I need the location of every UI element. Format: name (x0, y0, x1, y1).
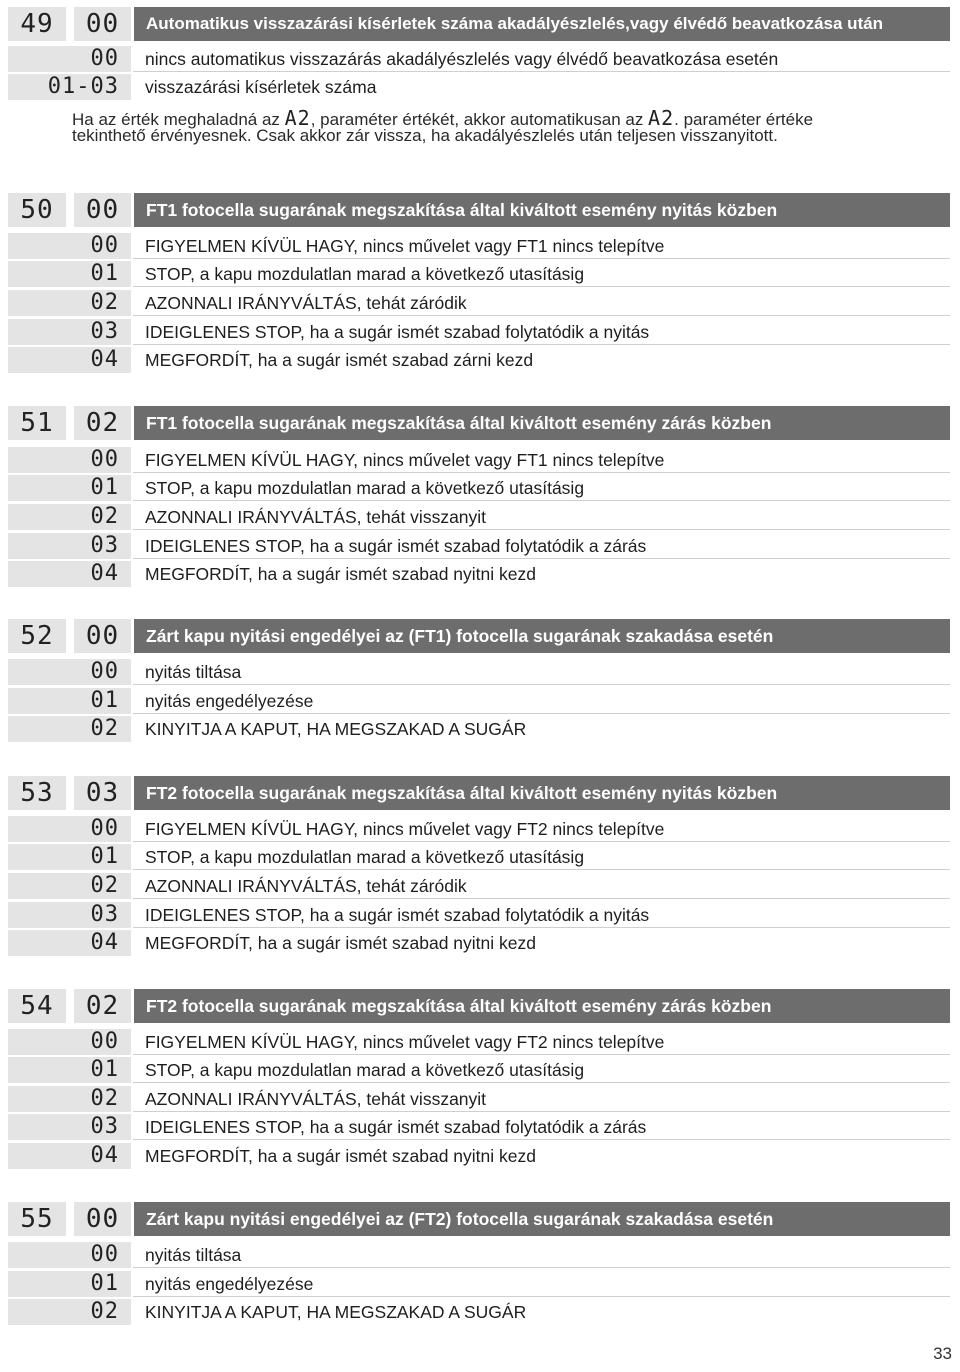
option-row (0, 46, 960, 72)
page-number: 33 (933, 1344, 952, 1363)
option-row (0, 290, 960, 316)
param-51-header (0, 404, 960, 442)
note-text: Ha az érték meghaladná az (72, 110, 285, 129)
note-text: tekinthető érvényesnek. Csak akkor zár vissza, ha akadályészlelés után teljesen visszanyitott. (72, 126, 778, 145)
option-row (0, 1143, 960, 1169)
param-52-header (0, 617, 960, 655)
param-55-header (0, 1200, 960, 1238)
row-divider (133, 1267, 950, 1268)
option-code-box (8, 319, 131, 345)
param-title: Zárt kapu nyitási engedélyei az (FT1) fotocella sugarának szakadása esetén (134, 619, 950, 653)
row-divider (133, 558, 950, 559)
option-text: visszazárási kísérletek száma (145, 77, 377, 97)
option-row (0, 873, 960, 899)
option-code-box (8, 659, 131, 685)
option-code: 00 (90, 46, 119, 71)
option-code: 01-03 (47, 74, 119, 99)
option-code-box (8, 1143, 131, 1169)
option-text: AZONNALI IRÁNYVÁLTÁS, tehát záródik (145, 876, 467, 896)
row-divider (133, 684, 950, 685)
param-title: FT1 fotocella sugarának megszakítása által kiváltott esemény zárás közben (134, 406, 950, 440)
option-code: 03 (90, 533, 119, 558)
row-divider (133, 898, 950, 899)
row-divider (133, 500, 950, 501)
param-title: Automatikus visszazárási kísérletek száma akadályészlelés,vagy élvédő beavatkozása után (134, 7, 950, 41)
option-code: 02 (90, 716, 119, 741)
default-value-box (74, 619, 131, 653)
default-value: 02 (85, 991, 120, 1021)
option-row (0, 447, 960, 473)
option-row (0, 930, 960, 956)
option-code: 04 (90, 347, 119, 372)
option-row (0, 1271, 960, 1297)
option-code-box (8, 1271, 131, 1297)
row-divider (133, 1054, 950, 1055)
param-50-header (0, 191, 960, 229)
param-number-box (8, 989, 66, 1023)
option-code: 01 (90, 688, 119, 713)
option-text: KINYITJA A KAPUT, HA MEGSZAKAD A SUGÁR (145, 719, 527, 739)
option-text: nyitás tiltása (145, 1245, 242, 1265)
option-text: FIGYELMEN KÍVÜL HAGY, nincs művelet vagy FT2 nincs telepítve (145, 1032, 665, 1052)
option-text: STOP, a kapu mozdulatlan marad a következő utasításig (145, 478, 585, 498)
option-text: AZONNALI IRÁNYVÁLTÁS, tehát visszanyit (145, 1089, 487, 1109)
option-code-box (8, 504, 131, 530)
option-text: nyitás engedélyezése (145, 1274, 314, 1294)
option-row (0, 74, 960, 100)
option-row (0, 561, 960, 587)
default-value-box (74, 1202, 131, 1236)
param-number: 55 (20, 1204, 54, 1234)
option-row (0, 688, 960, 714)
option-row (0, 844, 960, 870)
option-code-box (8, 873, 131, 899)
row-divider (133, 713, 950, 714)
option-row (0, 1299, 960, 1325)
option-text: MEGFORDÍT, ha a sugár ismét szabad zárni kezd (145, 350, 534, 370)
option-row (0, 716, 960, 742)
option-text: KINYITJA A KAPUT, HA MEGSZAKAD A SUGÁR (145, 1302, 527, 1322)
option-code: 02 (90, 290, 119, 315)
option-code: 03 (90, 902, 119, 927)
option-text: nyitás tiltása (145, 662, 242, 682)
param-number-box (8, 7, 66, 41)
row-divider (133, 1139, 950, 1140)
option-text: FIGYELMEN KÍVÜL HAGY, nincs művelet vagy FT1 nincs telepítve (145, 450, 665, 470)
option-row (0, 504, 960, 530)
param-53-header (0, 774, 960, 812)
option-text: AZONNALI IRÁNYVÁLTÁS, tehát záródik (145, 293, 467, 313)
option-code: 04 (90, 930, 119, 955)
default-value-box (74, 193, 131, 227)
param-49-note-line2 (72, 126, 778, 146)
option-code-box (8, 1114, 131, 1140)
option-text: nincs automatikus visszazárás akadályészlelés vagy élvédő beavatkozása esetén (145, 49, 779, 69)
param-number: 50 (20, 195, 54, 225)
option-code-box (8, 533, 131, 559)
param-number-box (8, 619, 66, 653)
row-divider (133, 1082, 950, 1083)
option-code: 00 (90, 816, 119, 841)
param-number: 52 (20, 621, 54, 651)
option-row (0, 1086, 960, 1112)
param-number-box (8, 406, 66, 440)
option-code: 01 (90, 844, 119, 869)
param-number: 53 (20, 778, 54, 808)
row-divider (133, 529, 950, 530)
option-code-box (8, 1242, 131, 1268)
option-code: 02 (90, 504, 119, 529)
option-code: 01 (90, 1271, 119, 1296)
param-title: Zárt kapu nyitási engedélyei az (FT2) fotocella sugarának szakadása esetén (134, 1202, 950, 1236)
option-row (0, 902, 960, 928)
option-row (0, 261, 960, 287)
option-text: FIGYELMEN KÍVÜL HAGY, nincs művelet vagy FT1 nincs telepítve (145, 236, 665, 256)
param-number: 54 (20, 991, 54, 1021)
row-divider (133, 841, 950, 842)
option-row (0, 1242, 960, 1268)
row-divider (133, 1111, 950, 1112)
row-divider (133, 472, 950, 473)
option-code-box (8, 844, 131, 870)
default-value-box (74, 776, 131, 810)
param-number-box (8, 193, 66, 227)
option-text: IDEIGLENES STOP, ha a sugár ismét szabad folytatódik a zárás (145, 1117, 647, 1137)
option-row (0, 816, 960, 842)
option-code-box (8, 561, 131, 587)
option-row (0, 233, 960, 259)
option-row (0, 1029, 960, 1055)
option-text: STOP, a kapu mozdulatlan marad a következő utasításig (145, 1060, 585, 1080)
option-row (0, 1057, 960, 1083)
note-param-code: A2 (284, 106, 311, 130)
row-divider (133, 927, 950, 928)
param-number: 49 (20, 9, 54, 39)
option-code: 04 (90, 561, 119, 586)
param-number-box (8, 776, 66, 810)
param-49-header (0, 5, 960, 43)
option-code-box (8, 1057, 131, 1083)
option-code: 00 (90, 1242, 119, 1267)
row-divider (133, 869, 950, 870)
param-title: FT2 fotocella sugarának megszakítása által kiváltott esemény zárás közben (134, 989, 950, 1023)
row-divider (133, 315, 950, 316)
default-value-box (74, 406, 131, 440)
option-code-box (8, 688, 131, 714)
option-text: MEGFORDÍT, ha a sugár ismét szabad nyitni kezd (145, 564, 536, 584)
option-code: 02 (90, 873, 119, 898)
option-code-box (8, 233, 131, 259)
row-divider (133, 344, 950, 345)
option-row (0, 659, 960, 685)
note-text: , paraméter értékét, akkor automatikusan az (310, 110, 649, 129)
option-row (0, 347, 960, 373)
param-title: FT1 fotocella sugarának megszakítása által kiváltott esemény nyitás közben (134, 193, 950, 227)
option-text: FIGYELMEN KÍVÜL HAGY, nincs művelet vagy FT2 nincs telepítve (145, 819, 665, 839)
option-code: 03 (90, 319, 119, 344)
note-param-code: A2 (648, 106, 675, 130)
option-code-box (8, 475, 131, 501)
param-54-header (0, 987, 960, 1025)
default-value: 00 (85, 195, 120, 225)
param-title: FT2 fotocella sugarának megszakítása által kiváltott esemény nyitás közben (134, 776, 950, 810)
option-row (0, 533, 960, 559)
option-code: 00 (90, 1029, 119, 1054)
param-number: 51 (20, 408, 54, 438)
row-divider (133, 286, 950, 287)
option-text: STOP, a kapu mozdulatlan marad a következő utasításig (145, 264, 585, 284)
option-code-box (8, 1029, 131, 1055)
default-value: 00 (85, 9, 120, 39)
option-code-box (8, 46, 131, 72)
default-value: 03 (85, 778, 120, 808)
option-code-box (8, 902, 131, 928)
note-text: . paraméter értéke (674, 110, 814, 129)
option-code: 00 (90, 659, 119, 684)
option-code: 02 (90, 1086, 119, 1111)
option-code-box (8, 1299, 131, 1325)
default-value-box (74, 7, 131, 41)
option-code-box (8, 816, 131, 842)
option-text: IDEIGLENES STOP, ha a sugár ismét szabad folytatódik a nyitás (145, 905, 650, 925)
option-text: MEGFORDÍT, ha a sugár ismét szabad nyitni kezd (145, 933, 536, 953)
row-divider (133, 258, 950, 259)
option-code-box (8, 290, 131, 316)
option-row (0, 319, 960, 345)
option-code: 00 (90, 447, 119, 472)
option-text: IDEIGLENES STOP, ha a sugár ismét szabad folytatódik a nyitás (145, 322, 650, 342)
default-value-box (74, 989, 131, 1023)
row-divider (133, 71, 950, 72)
option-code-box (8, 1086, 131, 1112)
default-value: 02 (85, 408, 120, 438)
option-text: MEGFORDÍT, ha a sugár ismét szabad nyitni kezd (145, 1146, 536, 1166)
option-code: 04 (90, 1143, 119, 1168)
option-code: 01 (90, 475, 119, 500)
option-code: 03 (90, 1114, 119, 1139)
option-code-box (8, 716, 131, 742)
option-text: STOP, a kapu mozdulatlan marad a következő utasításig (145, 847, 585, 867)
option-code-box (8, 447, 131, 473)
option-row (0, 1114, 960, 1140)
option-code: 00 (90, 233, 119, 258)
default-value: 00 (85, 1204, 120, 1234)
option-text: AZONNALI IRÁNYVÁLTÁS, tehát visszanyit (145, 507, 487, 527)
option-text: nyitás engedélyezése (145, 691, 314, 711)
option-row (0, 475, 960, 501)
option-code: 01 (90, 261, 119, 286)
param-number-box (8, 1202, 66, 1236)
default-value: 00 (85, 621, 120, 651)
option-text: IDEIGLENES STOP, ha a sugár ismét szabad folytatódik a zárás (145, 536, 647, 556)
option-code-box (8, 930, 131, 956)
option-code: 02 (90, 1299, 119, 1324)
option-code-box (8, 347, 131, 373)
row-divider (133, 1296, 950, 1297)
option-code-box (8, 74, 131, 100)
option-code-box (8, 261, 131, 287)
option-code: 01 (90, 1057, 119, 1082)
